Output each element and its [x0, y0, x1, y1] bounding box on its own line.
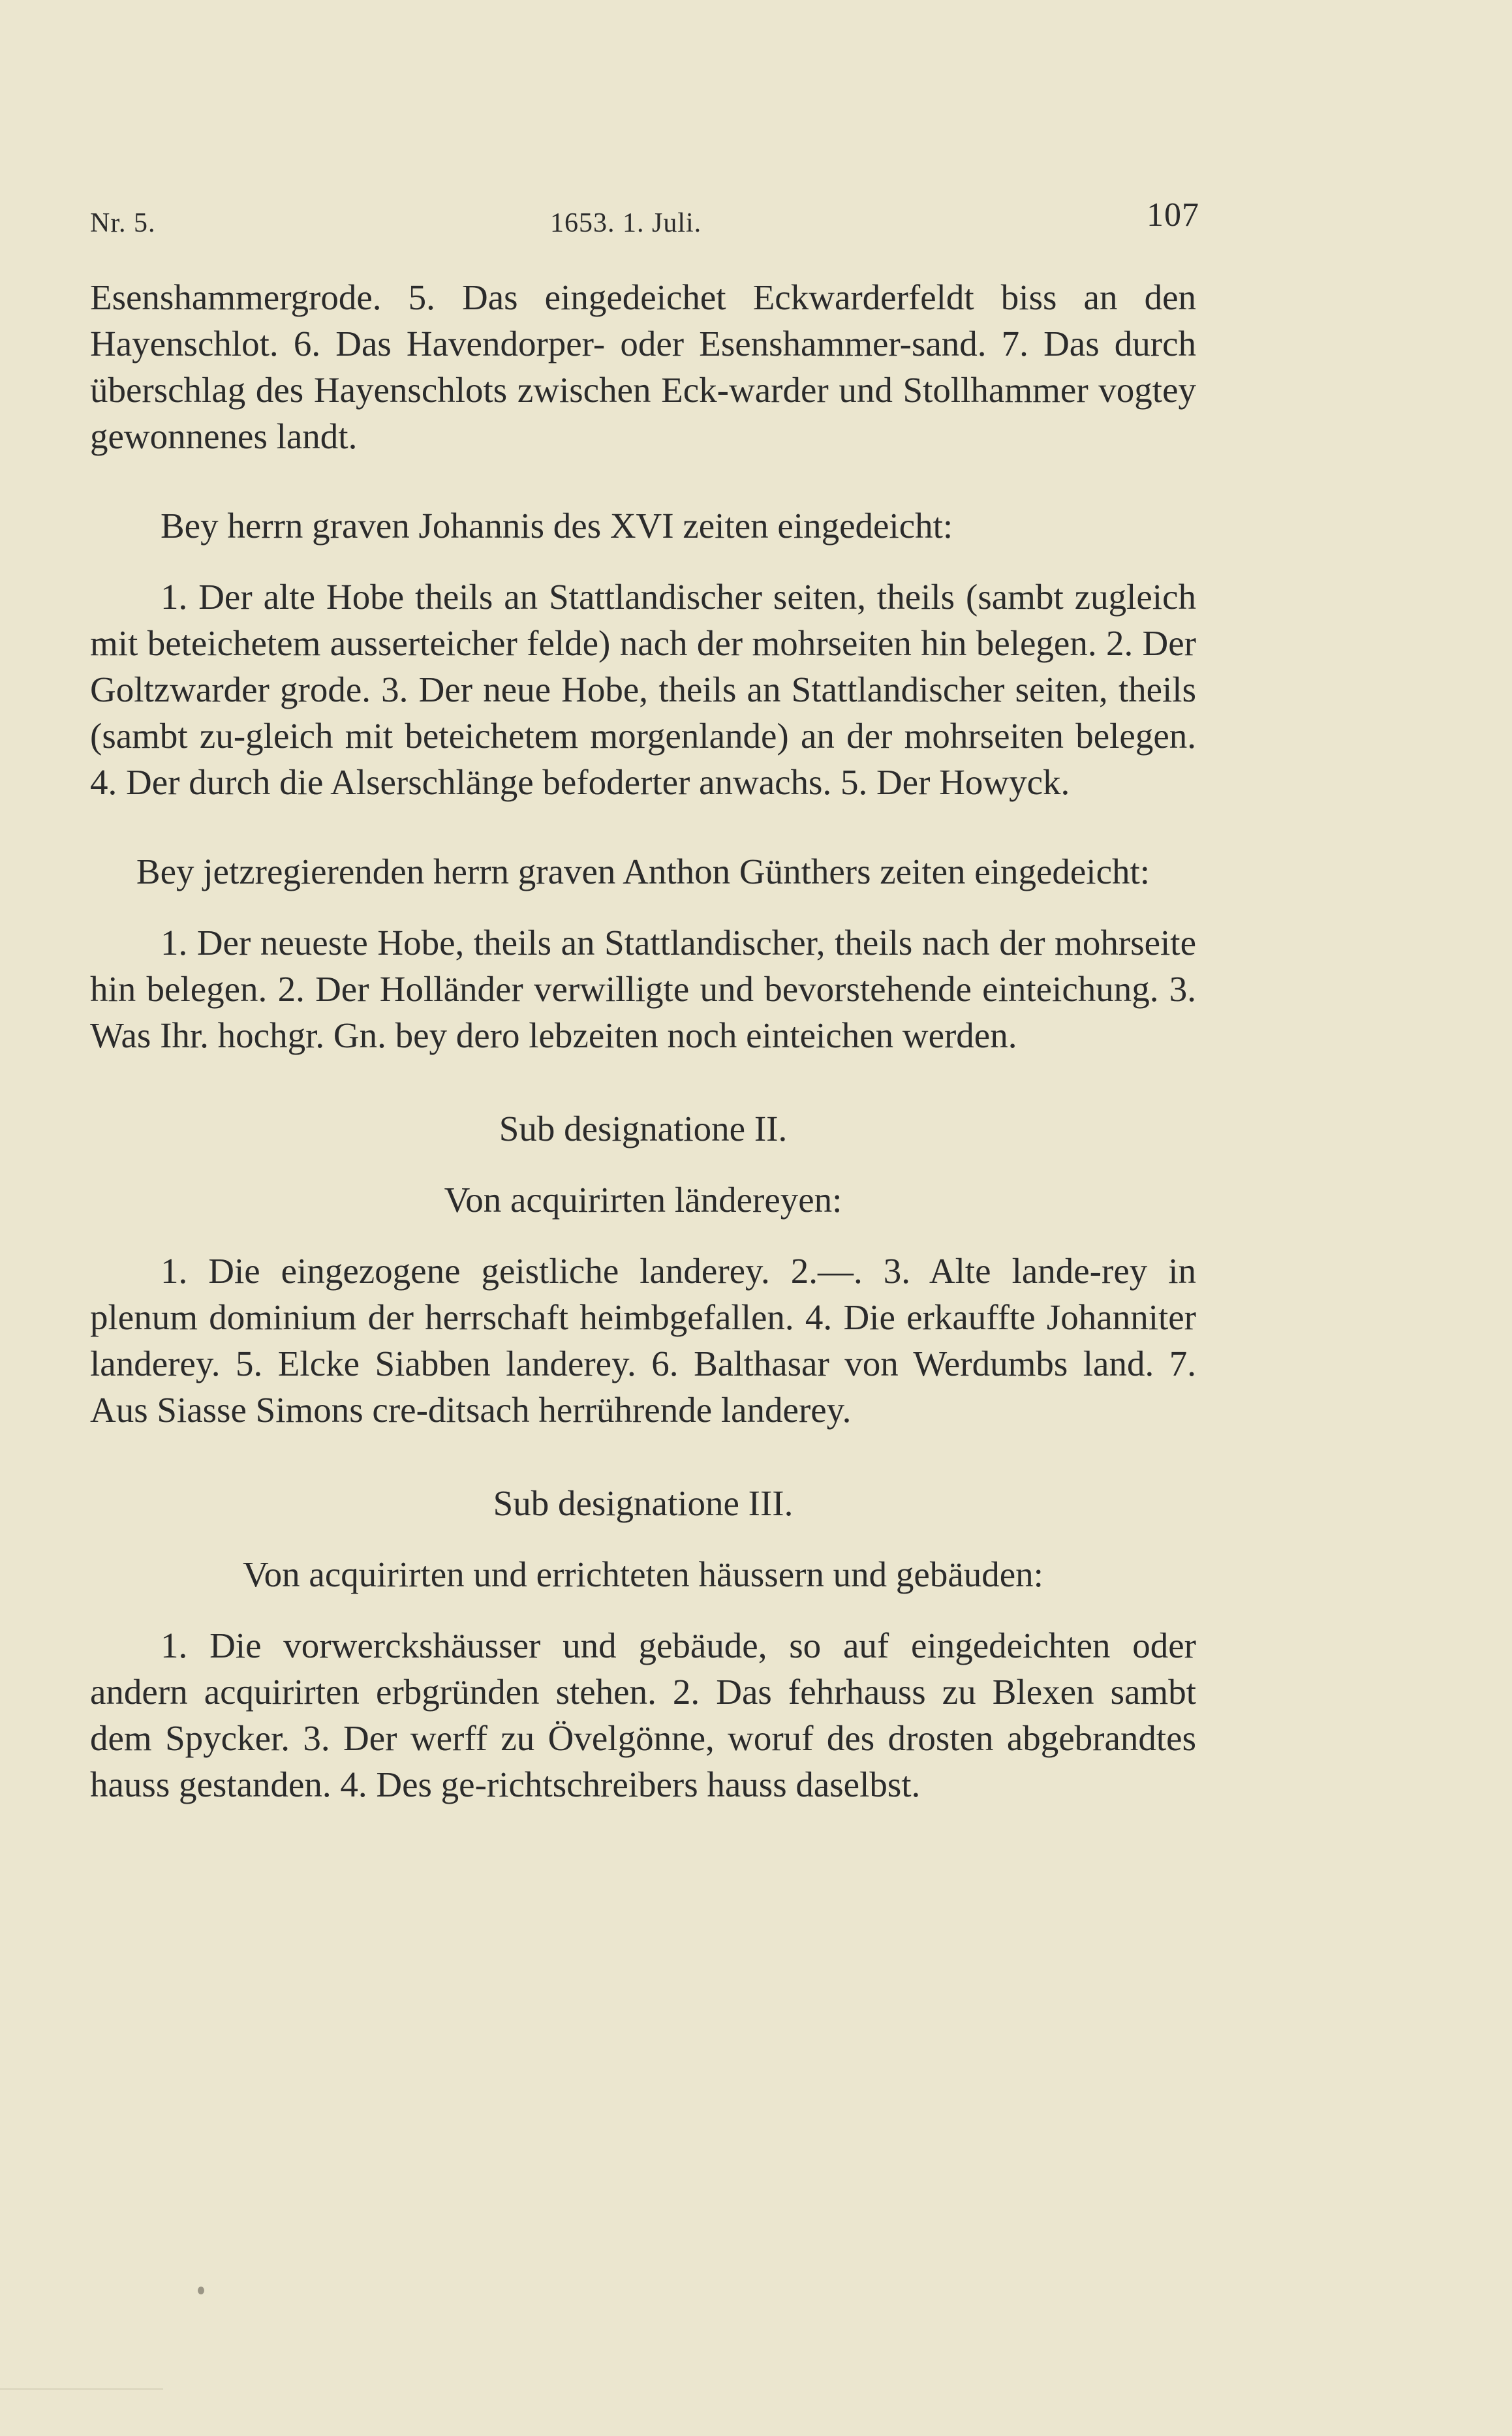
paragraph-2: 1. Der alte Hobe theils an Stattlandischer seiten, theils (sambt zugleich mit beteichetem ausserteicher felde) nach der mohrseiten hin belegen. 2. Der Goltzwarder grode. 3. Der neue Hobe, theils an Stattlandischer seiten, theils (sambt zu-gleich mit beteichetem morgenlande) an der mohrseiten belegen. 4. Der durch die Alserschlänge befoderter anwachs. 5. Der Howyck. [90, 577, 1196, 802]
subheading-haeusser: Von acquirirten und errichteten häussern und gebäuden: [243, 1554, 1043, 1594]
document-number: Nr. 5. [90, 208, 156, 238]
section-heading-anthon-guenther: Bey jetzregierenden herrn graven Anthon Günthers zeiten eingedeicht: [136, 852, 1150, 891]
page-number: 107 [1147, 196, 1199, 234]
designation-heading-iii: Sub designatione III. [493, 1483, 794, 1523]
running-header [90, 196, 1199, 248]
body-text [90, 274, 1196, 1808]
paragraph-5: 1. Die vorwerckshäusser und gebäude, so auf eingedeichten oder andern acquirirten erbgründen stehen. 2. Das fehrhauss zu Blexen sambt dem Spycker. 3. Der werff zu Övelgönne, woruf des drosten abgebrandtes hauss gestanden. 4. Des ge-richtschreibers hauss daselbst. [90, 1626, 1196, 1804]
header-date: 1653. 1. Juli. [550, 208, 702, 238]
paragraph-4: 1. Die eingezogene geistliche landerey. 2.—. 3. Alte lande-rey in plenum dominium der herrschaft heimbgefallen. 4. Die erkauffte Johanniter landerey. 5. Elcke Siabben landerey. 6. Balthasar von Werdumbs land. 7. Aus Siasse Simons cre-ditsach herrührende landerey. [90, 1251, 1196, 1430]
section-heading-johannis: Bey herrn graven Johannis des XVI zeiten eingedeicht: [161, 506, 953, 546]
paragraph-1: Esenshammergrode. 5. Das eingedeichet Eckwarderfeldt biss an den Hayenschlot. 6. Das Havendorper- oder Esenshammer-sand. 7. Das durch überschlag des Hayenschlots zwischen Eck-warder und Stollhammer vogtey gewonnenes landt. [90, 277, 1196, 456]
subheading-laendereyen: Von acquirirten ländereyen: [444, 1180, 842, 1220]
paper-edge-mark [0, 2388, 163, 2390]
paragraph-3: 1. Der neueste Hobe, theils an Stattlandischer, theils nach der mohrseite hin belegen. 2. Der Holländer verwilligte und bevorstehende einteichung. 3. Was Ihr. hochgr. Gn. bey dero lebzeiten noch einteichen werden. [90, 923, 1196, 1055]
designation-heading-ii: Sub designatione II. [499, 1109, 788, 1149]
paper-speck [198, 2287, 204, 2294]
